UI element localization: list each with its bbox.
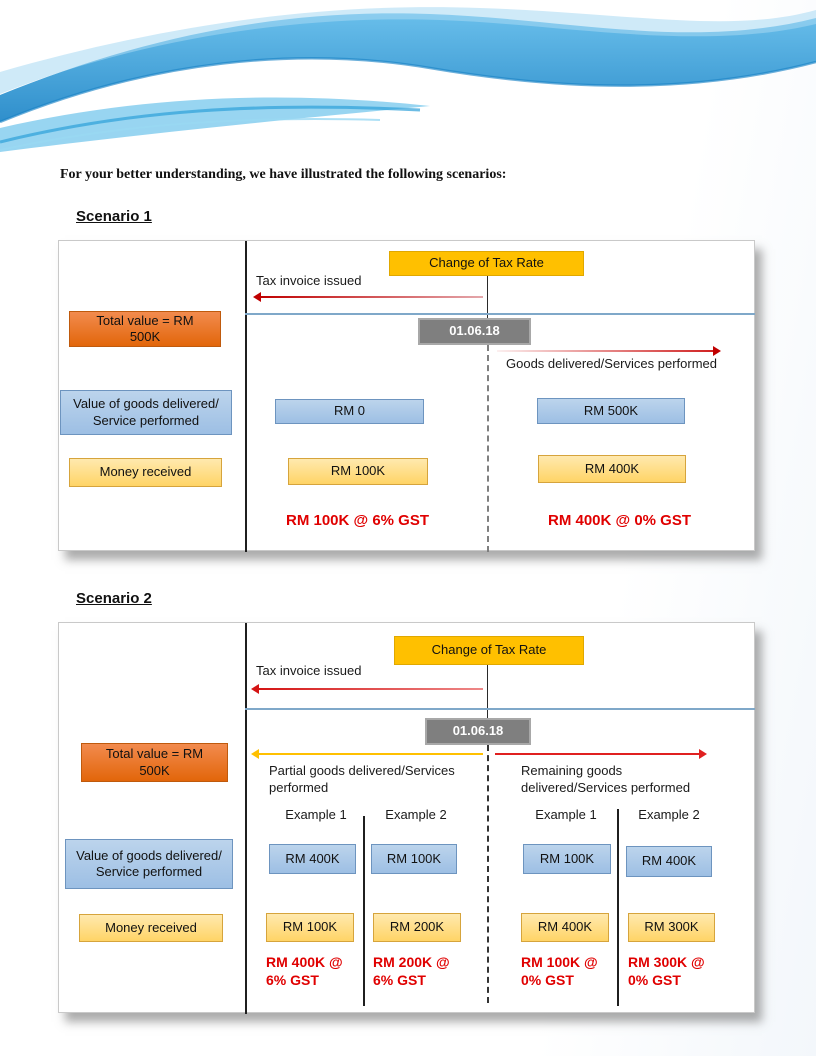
- scenario2-date-box: 01.06.18: [425, 718, 531, 745]
- scenario2-left-example2-header: Example 2: [385, 807, 447, 822]
- scenario2-right-ex2-gst-text: RM 300K @ 0% GST: [628, 954, 705, 989]
- scenario2-tax-invoice-arrow: [251, 685, 489, 693]
- scenario1-heading: Scenario 1: [76, 208, 152, 225]
- scenario1-before-gst-text: RM 100K @ 6% GST: [286, 512, 429, 529]
- scenario1-total-value-box: Total value = RM 500K: [69, 311, 221, 347]
- scenario2-dashed-divider-line: [487, 745, 489, 1003]
- scenario1-change-of-tax-rate-box: Change of Tax Rate: [389, 251, 584, 276]
- scenario2-remaining-goods-label: Remaining goods delivered/Services performed: [521, 763, 691, 795]
- scenario2-left-example1-header: Example 1: [285, 807, 347, 822]
- scenario2-left-ex2-value-box: RM 100K: [371, 844, 457, 874]
- scenario2-right-ex1-value-box: RM 100K: [523, 844, 611, 874]
- scenario2-timeline-line: [245, 708, 755, 710]
- scenario2-left-ex2-money-box: RM 200K: [373, 913, 461, 942]
- scenario2-right-example2-header: Example 2: [638, 807, 700, 822]
- scenario1-money-received-label-box: Money received: [69, 458, 222, 487]
- scenario1-after-money-box: RM 400K: [538, 455, 686, 483]
- scenario2-left-ex1-money-box: RM 100K: [266, 913, 354, 942]
- scenario2-money-received-label-box: Money received: [79, 914, 223, 942]
- scenario2-partial-goods-arrow: [251, 750, 489, 758]
- scenario1-date-box: 01.06.18: [418, 318, 531, 345]
- scenario2-right-ex2-money-box: RM 300K: [628, 913, 715, 942]
- scenario2-total-value-box: Total value = RM 500K: [81, 743, 228, 782]
- intro-text: For your better understanding, we have illustrated the following scenarios:: [60, 167, 507, 182]
- scenario2-value-of-goods-label-box: Value of goods delivered/ Service performed: [65, 839, 233, 889]
- scenario1-panel: [58, 240, 755, 551]
- scenario2-remaining-goods-arrow: [489, 750, 707, 758]
- scenario2-right-ex1-gst-text: RM 100K @ 0% GST: [521, 954, 598, 989]
- scenario1-value-of-goods-label-box: Value of goods delivered/ Service performed: [60, 390, 232, 435]
- scenario2-right-ex2-value-box: RM 400K: [626, 846, 712, 877]
- scenario1-goods-delivered-label: Goods delivered/Services performed: [506, 356, 717, 371]
- scenario1-timeline-line: [245, 313, 755, 315]
- scenario2-left-ex2-gst-text: RM 200K @ 6% GST: [373, 954, 450, 989]
- scenario1-tax-invoice-label: Tax invoice issued: [256, 273, 362, 288]
- scenario1-tax-invoice-arrow: [253, 293, 489, 301]
- scenario2-partial-goods-label: Partial goods delivered/Services performed: [269, 763, 455, 795]
- scenario2-right-ex1-money-box: RM 400K: [521, 913, 609, 942]
- scenario2-panel: [58, 622, 755, 1013]
- scenario2-change-of-tax-rate-box: Change of Tax Rate: [394, 636, 584, 665]
- header-wave-graphic: [0, 0, 816, 158]
- scenario1-after-value-box: RM 500K: [537, 398, 685, 424]
- scenario1-before-value-box: RM 0: [275, 399, 424, 424]
- scenario2-left-divider-line: [245, 623, 247, 1014]
- scenario1-dashed-divider-line: [487, 345, 489, 552]
- scenario1-after-gst-text: RM 400K @ 0% GST: [548, 512, 691, 529]
- scenario2-left-ex1-value-box: RM 400K: [269, 844, 356, 874]
- scenario2-heading: Scenario 2: [76, 590, 152, 607]
- scenario1-goods-delivered-arrow: [491, 347, 721, 355]
- scenario1-before-money-box: RM 100K: [288, 458, 428, 485]
- scenario2-left-ex1-gst-text: RM 400K @ 6% GST: [266, 954, 343, 989]
- scenario1-left-divider-line: [245, 241, 247, 552]
- scenario2-tax-invoice-label: Tax invoice issued: [256, 663, 362, 678]
- scenario2-right-example1-header: Example 1: [535, 807, 597, 822]
